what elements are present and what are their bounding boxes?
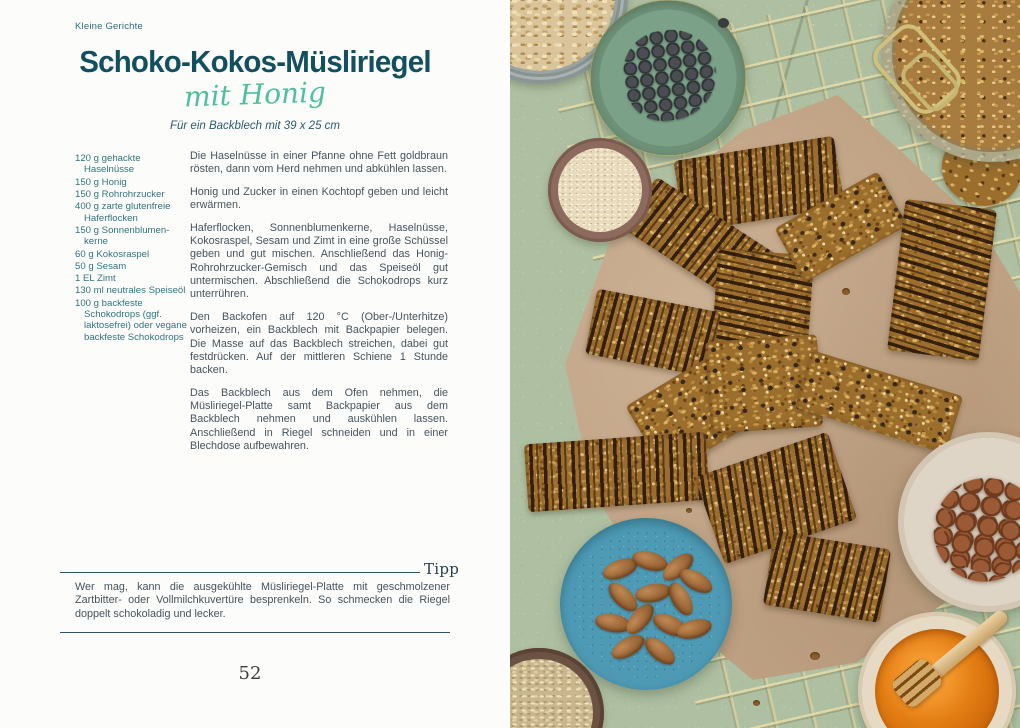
category-label: Kleine Gerichte bbox=[75, 21, 143, 32]
ingredient-item: 60 g Kokosraspel bbox=[75, 248, 150, 260]
instruction-paragraph: Honig und Zucker in einen Kochtopf geben und leicht erwärmen. bbox=[190, 185, 448, 212]
ingredient-item: 150 g Sonnenblumenkerne bbox=[75, 224, 170, 248]
crumb bbox=[810, 652, 820, 660]
crumb bbox=[974, 300, 980, 306]
instruction-paragraph: Haferflocken, Sonnenblumenkerne, Haselnüsse, Kokosraspel, Sesam und Zimt in eine große Schüssel geben und gut mischen. Anschließend das Honig-Rohrohrzucker-Gemisch und das Speiseöl gut untermischen. Abschließend die Schokodrops kurz unterrühren. bbox=[190, 221, 448, 301]
tip-text: Wer mag, kann die ausgekühlte Müsliriegel-Platte mit geschmolzener Zartbitter- oder Vollmilchkuvertüre besprenkeln. So schmecken die Riegel doppelt schokoladig und lecker. bbox=[75, 581, 450, 620]
tip-rule-top bbox=[60, 572, 420, 573]
instructions bbox=[190, 150, 448, 463]
ingredient-list bbox=[75, 153, 187, 344]
ingredient-item: 1 EL Zimt bbox=[75, 273, 116, 285]
ingredient-item: 130 ml neutrales Speiseöl bbox=[75, 285, 186, 297]
chocolate-drops bbox=[618, 24, 722, 126]
instruction-paragraph: Das Backblech aus dem Ofen nehmen, die Müsliriegel-Platte samt Backpapier aus dem Backblech nehmen und auskühlen lassen. Anschließend in Riegel schneiden und in einer Blechdose aufbewahren. bbox=[190, 386, 448, 453]
ingredient-item: 400 g zarte glutenfreie Haferflocken bbox=[75, 201, 171, 224]
chocolate-drop bbox=[718, 18, 729, 28]
page-number: 52 bbox=[238, 663, 262, 684]
crumb bbox=[842, 288, 850, 295]
ingredient-item: 150 g Rohrohrzucker bbox=[75, 188, 165, 200]
tip-rule-bottom bbox=[60, 632, 450, 633]
ingredient-item: 50 g Sesam bbox=[75, 260, 127, 272]
instruction-paragraph: Den Backofen auf 120 °C (Ober-/Unterhitze) vorheizen, ein Backblech mit Backpapier belegen. Die Masse auf das Backblech streichen, dabei gut festdrücken. Auf der mittleren Schiene 1 Stunde backen. bbox=[190, 310, 448, 377]
yield-note: Für ein Backblech mit 39 x 25 cm bbox=[169, 120, 340, 132]
ingredient-item: 100 g backfeste Schokodrops (ggf. laktosefrei) oder vegane backfeste Schokodrops bbox=[75, 297, 187, 343]
instruction-paragraph: Die Haselnüsse in einer Pfanne ohne Fett goldbraun rösten, dann vom Herd nehmen und abkühlen lassen. bbox=[190, 150, 448, 176]
hazelnuts bbox=[926, 470, 1020, 590]
muesli-bar bbox=[887, 199, 997, 361]
crumb bbox=[753, 700, 760, 706]
crumb bbox=[686, 508, 692, 513]
recipe-photo bbox=[510, 0, 1020, 728]
ingredient-item: 120 g gehackte Haselnüsse bbox=[75, 153, 141, 176]
muesli-bar bbox=[524, 432, 710, 513]
recipe-subtitle: mit Honig bbox=[183, 75, 327, 114]
sesame-seeds bbox=[558, 148, 642, 232]
sesame-bowl bbox=[548, 138, 652, 242]
recipe-title: Schoko-Kokos-Müsliriegel bbox=[79, 44, 431, 79]
sunflower-seeds bbox=[510, 659, 593, 728]
tip-label: Tipp bbox=[424, 560, 460, 578]
ingredient-item: 150 g Honig bbox=[75, 176, 127, 188]
